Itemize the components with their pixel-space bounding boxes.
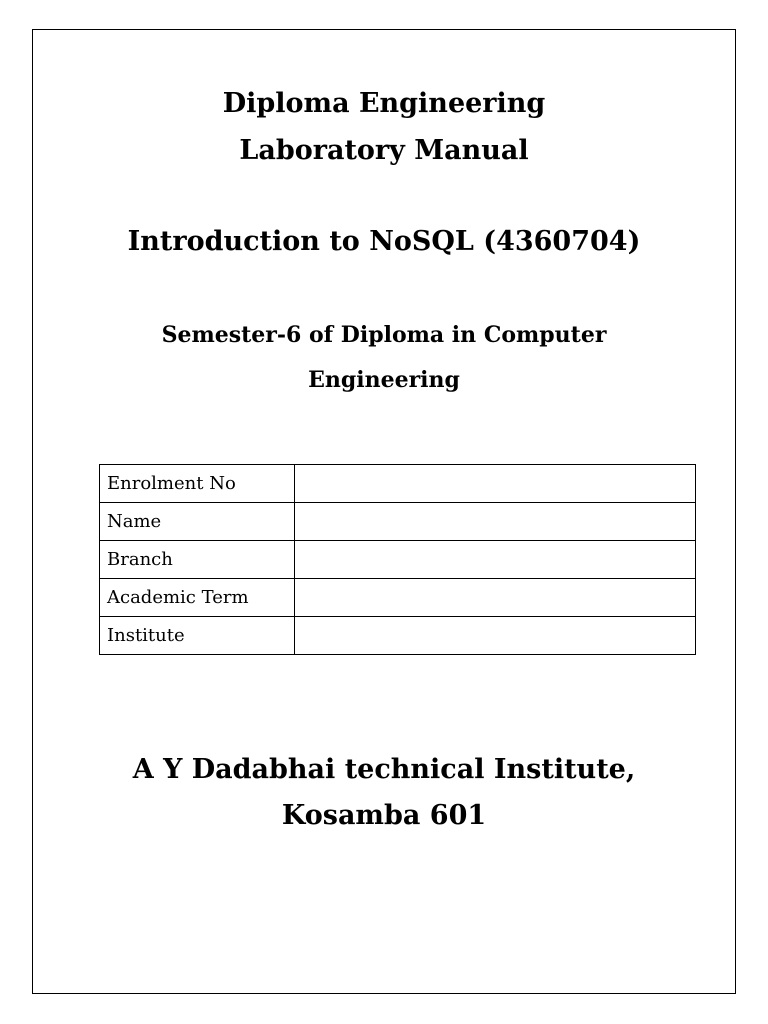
- academic-term-label: Academic Term: [100, 579, 295, 617]
- manual-title-line-2: Laboratory Manual: [239, 135, 529, 166]
- enrolment-no-field[interactable]: [295, 465, 696, 503]
- semester-line-2: Engineering: [308, 367, 460, 393]
- institute-name-line-2: Kosamba 601: [281, 800, 487, 831]
- name-label: Name: [100, 503, 295, 541]
- semester-line-1: Semester-6 of Diploma in Computer: [161, 322, 607, 348]
- table-row: [100, 579, 696, 617]
- manual-title-line-1: Diploma Engineering: [222, 88, 546, 119]
- table-row: [100, 541, 696, 579]
- table-row: [100, 465, 696, 503]
- branch-field[interactable]: [295, 541, 696, 579]
- table-row: [100, 503, 696, 541]
- name-field[interactable]: [295, 503, 696, 541]
- enrolment-no-label: Enrolment No: [100, 465, 295, 503]
- institute-field[interactable]: [295, 617, 696, 655]
- academic-term-field[interactable]: [295, 579, 696, 617]
- student-info-table: [99, 464, 696, 655]
- institute-name-line-1: A Y Dadabhai technical Institute,: [132, 754, 636, 785]
- subject-title: Introduction to NoSQL (4360704): [127, 226, 641, 257]
- branch-label: Branch: [100, 541, 295, 579]
- institute-label: Institute: [100, 617, 295, 655]
- table-row: [100, 617, 696, 655]
